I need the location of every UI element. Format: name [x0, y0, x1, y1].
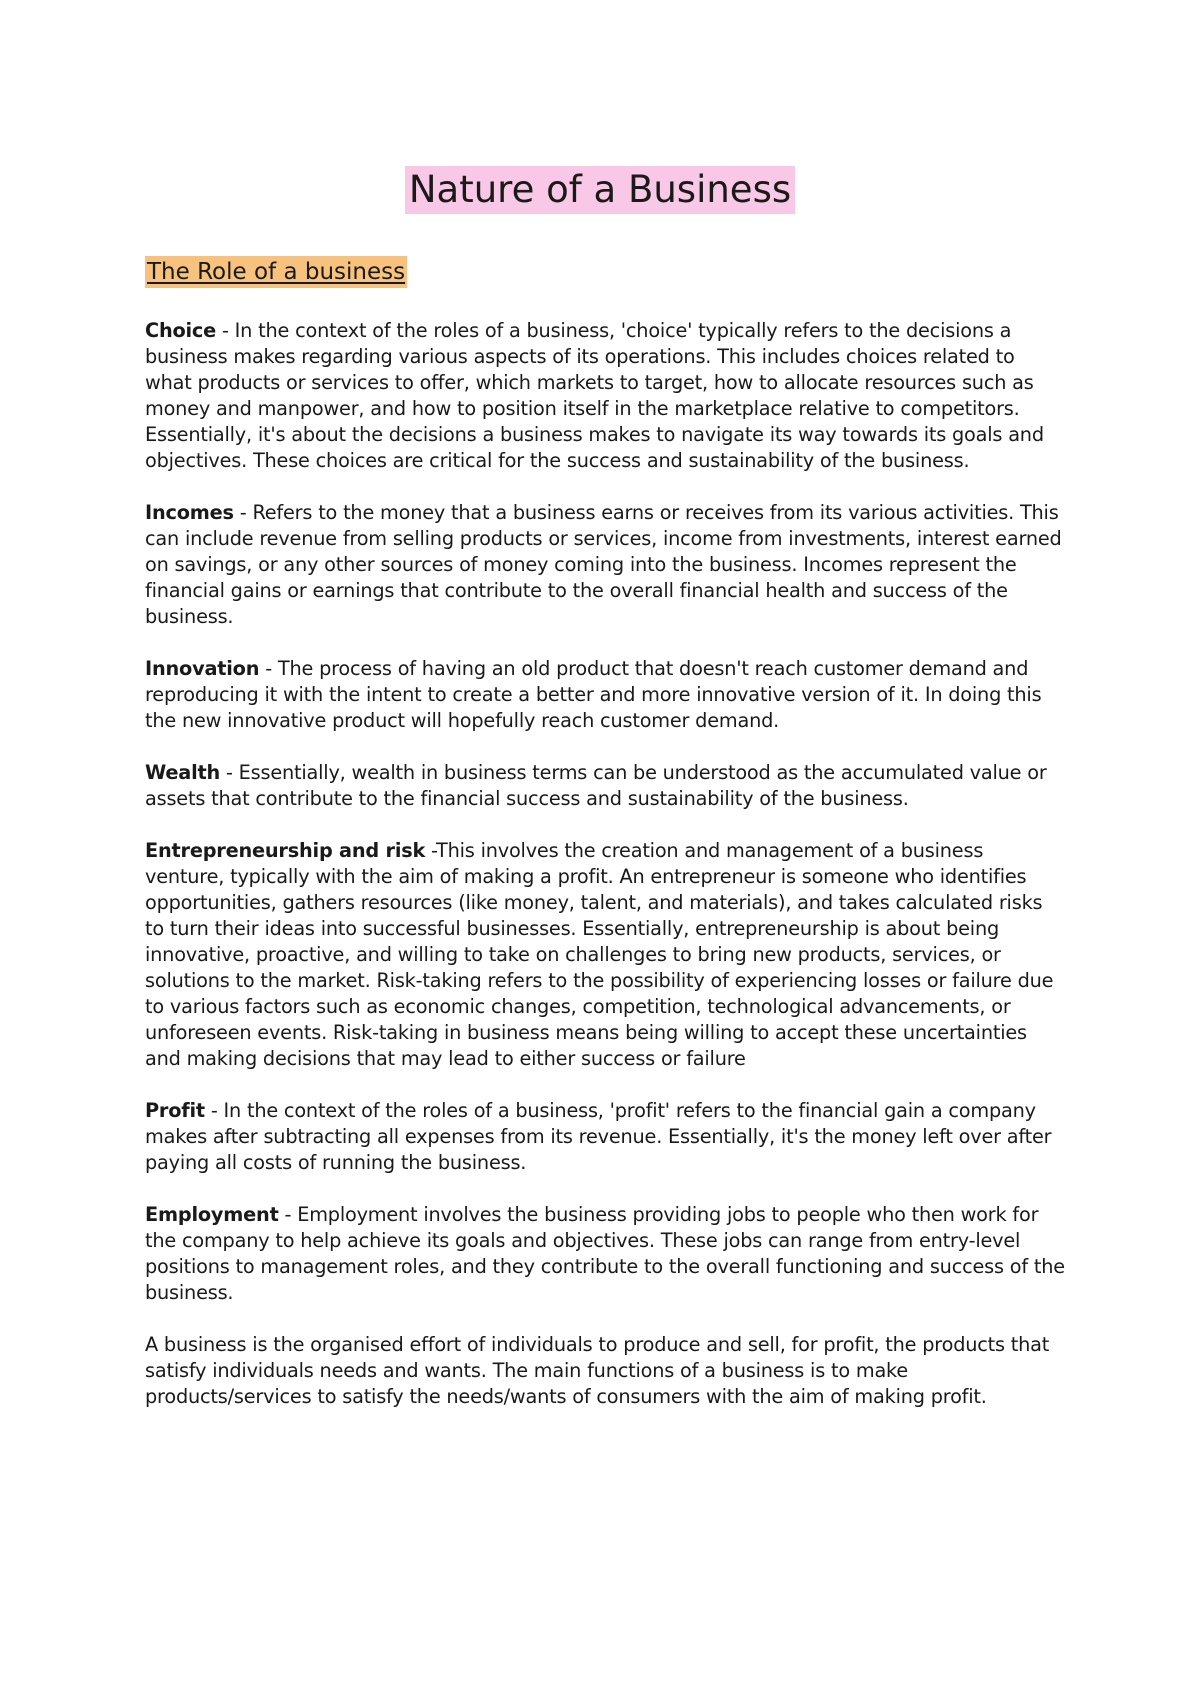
definition-paragraph-employment: [145, 1202, 1065, 1306]
definition-term: Entrepreneurship and risk: [145, 839, 426, 862]
definition-paragraph-choice: [145, 318, 1065, 474]
definition-paragraph-innovation: [145, 656, 1065, 734]
definition-term: Wealth: [145, 761, 221, 784]
section-heading-container: [145, 256, 407, 288]
closing-paragraph: A business is the organised effort of individuals to produce and sell, for profit, the products that satisfy individuals needs and wants. The main functions of a business is to make products/services to satisfy the needs/wants of consumers with the aim of making profit.: [145, 1333, 1050, 1408]
definition-text: - Essentially, wealth in business terms can be understood as the accumulated value or assets that contribute to the financial success and sustainability of the business.: [145, 761, 1047, 810]
definition-paragraph-incomes: [145, 500, 1065, 630]
definition-term: Innovation: [145, 657, 260, 680]
definition-text: - Employment involves the business providing jobs to people who then work for the company to help achieve its goals and objectives. These jobs can range from entry-level positions to management roles, and they contribute to the overall functioning and success of the business.: [145, 1203, 1065, 1304]
definition-term: Incomes: [145, 501, 234, 524]
definition-text: - The process of having an old product that doesn't reach customer demand and reproducing it with the intent to create a better and more innovative version of it. In doing this the new innovative product will hopefully reach customer demand.: [145, 657, 1042, 732]
title-container: [0, 166, 1200, 214]
section-heading: The Role of a business: [145, 256, 407, 288]
definition-paragraph-entrepreneurship: [145, 838, 1065, 1072]
definition-paragraph-wealth: [145, 760, 1065, 812]
definition-term: Profit: [145, 1099, 205, 1122]
document-body: [145, 318, 1065, 1436]
definition-term: Choice: [145, 319, 217, 342]
definition-text: -This involves the creation and management of a business venture, typically with the aim of making a profit. An entrepreneur is someone who identifies opportunities, gathers resources (like money, talent, and materials), and takes calculated risks to turn their ideas into successful businesses. Essentially, entrepreneurship is about being innovative, proactive, and willing to take on challenges to bring new products, services, or solutions to the market. Risk-taking refers to the possibility of experiencing losses or failure due to various factors such as economic changes, competition, technological advancements, or unforeseen events. Risk-taking in business means being willing to accept these uncertainties and making decisions that may lead to either success or failure: [145, 839, 1054, 1070]
definition-term: Employment: [145, 1203, 279, 1226]
definition-text: - Refers to the money that a business earns or receives from its various activities. This can include revenue from selling products or services, income from investments, interest earned on savings, or any other sources of money coming into the business. Incomes represent the financial gains or earnings that contribute to the overall financial health and success of the business.: [145, 501, 1062, 628]
definition-text: - In the context of the roles of a business, 'choice' typically refers to the decisions a business makes regarding various aspects of its operations. This includes choices related to what products or services to offer, which markets to target, how to allocate resources such as money and manpower, and how to position itself in the marketplace relative to competitors. Essentially, it's about the decisions a business makes to navigate its way towards its goals and objectives. These choices are critical for the success and sustainability of the business.: [145, 319, 1044, 472]
definition-text: - In the context of the roles of a business, 'profit' refers to the financial gain a company makes after subtracting all expenses from its revenue. Essentially, it's the money left over after paying all costs of running the business.: [145, 1099, 1052, 1174]
page-title: Nature of a Business: [405, 166, 795, 214]
definition-paragraph-profit: [145, 1098, 1065, 1176]
